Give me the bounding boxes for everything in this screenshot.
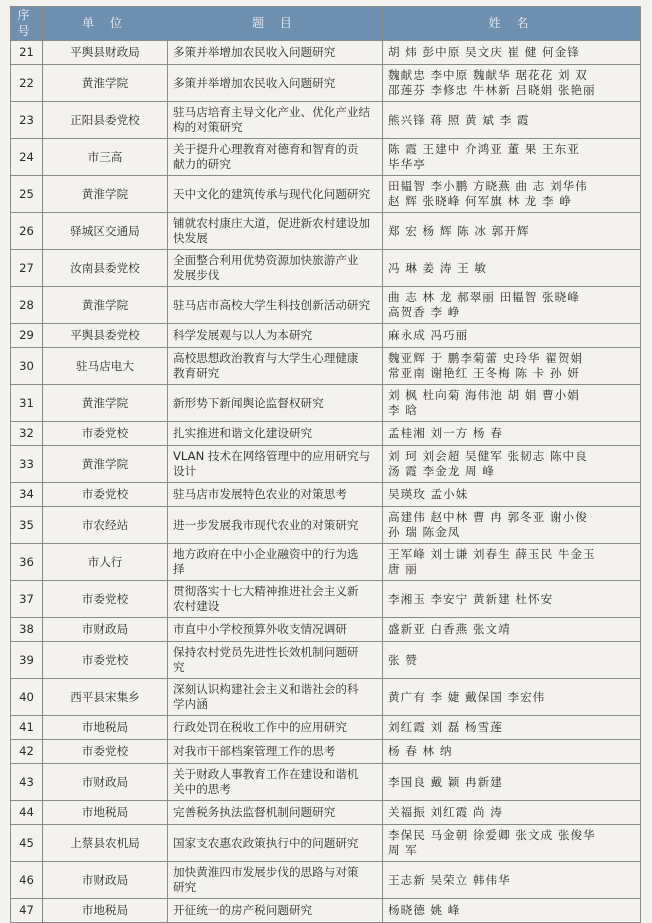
names-line: 陈 霞 王建中 介鸿亚 董 果 王东亚 [388, 142, 580, 157]
row-number: 21 [11, 41, 43, 65]
row-unit: 平舆县财政局 [43, 41, 168, 65]
row-number: 40 [11, 679, 43, 716]
table-row [11, 385, 641, 422]
row-names [383, 618, 641, 642]
topic-line: 多策并举增加农民收入问题研究 [173, 45, 336, 60]
row-topic [168, 41, 383, 65]
topic-line: 铺就农村康庄大道，促进新农村建设加 [173, 216, 371, 231]
header-names: 姓 名 [383, 7, 641, 41]
header-row [11, 7, 641, 41]
topic-line: 高校思想政治教育与大学生心理健康 [173, 351, 359, 366]
table-row [11, 801, 641, 825]
topic-line: VLAN 技术在网络管理中的应用研究与 [173, 449, 371, 464]
names-line: 高贺香 李 峥 [388, 305, 461, 320]
row-topic [168, 618, 383, 642]
row-number: 27 [11, 250, 43, 287]
row-topic [168, 483, 383, 507]
row-number: 38 [11, 618, 43, 642]
row-topic [168, 250, 383, 287]
row-names [383, 507, 641, 544]
row-names [383, 65, 641, 102]
row-topic [168, 102, 383, 139]
row-topic [168, 287, 383, 324]
row-number: 30 [11, 348, 43, 385]
row-unit: 市委党校 [43, 422, 168, 446]
table-row [11, 581, 641, 618]
names-line: 黄广有 李 婕 戴保国 李宏伟 [388, 689, 546, 704]
row-topic [168, 862, 383, 899]
research-topics-table [10, 6, 641, 923]
row-names [383, 250, 641, 287]
row-number: 46 [11, 862, 43, 899]
table-row [11, 825, 641, 862]
topic-line: 深刻认识构建社会主义和谐社会的科 [173, 682, 359, 697]
topic-line: 完善税务执法监督机制问题研究 [173, 805, 336, 820]
row-number: 29 [11, 324, 43, 348]
row-unit: 黄淮学院 [43, 176, 168, 213]
topic-line: 国家支农惠农政策执行中的问题研究 [173, 835, 359, 850]
row-unit: 黄淮学院 [43, 65, 168, 102]
row-unit: 正阳县委党校 [43, 102, 168, 139]
names-line: 杨 春 林 纳 [388, 744, 453, 759]
row-number: 36 [11, 544, 43, 581]
row-topic [168, 348, 383, 385]
row-number: 41 [11, 716, 43, 740]
row-unit: 西平县宋集乡 [43, 679, 168, 716]
names-line: 王军峰 刘士谦 刘春生 薛玉民 牛金玉 [388, 547, 596, 562]
table-row [11, 764, 641, 801]
row-names [383, 139, 641, 176]
table-row [11, 324, 641, 348]
names-line: 杨晓德 姚 峰 [388, 903, 461, 918]
topic-line: 农村建设 [173, 599, 220, 614]
row-unit: 平舆县委党校 [43, 324, 168, 348]
names-line: 邵莲芬 李修忠 牛林新 吕晓娟 张艳丽 [388, 83, 596, 98]
topic-line: 关于财政人事教育工作在建设和谐机 [173, 767, 359, 782]
row-number: 24 [11, 139, 43, 176]
names-line: 常亚南 谢艳红 王冬梅 陈 卡 孙 妍 [388, 366, 580, 381]
names-line: 毕华亭 [388, 157, 426, 172]
names-line: 刘红霞 刘 磊 杨雪莲 [388, 720, 503, 735]
row-names [383, 385, 641, 422]
table-row [11, 250, 641, 287]
row-unit: 市地税局 [43, 899, 168, 923]
row-unit: 黄淮学院 [43, 287, 168, 324]
row-names [383, 740, 641, 764]
row-unit: 市委党校 [43, 483, 168, 507]
row-names [383, 102, 641, 139]
row-topic [168, 324, 383, 348]
row-unit: 市财政局 [43, 764, 168, 801]
table-row [11, 679, 641, 716]
table-row [11, 422, 641, 446]
row-topic [168, 422, 383, 446]
row-topic [168, 446, 383, 483]
row-names [383, 213, 641, 250]
names-line: 麻永成 冯巧丽 [388, 328, 469, 343]
names-line: 吴瑛玫 孟小妹 [388, 487, 469, 502]
row-names [383, 324, 641, 348]
row-topic [168, 825, 383, 862]
row-unit: 黄淮学院 [43, 446, 168, 483]
topic-line: 市直中小学校预算外收支情况调研 [173, 622, 347, 637]
row-names [383, 422, 641, 446]
row-names [383, 348, 641, 385]
table-row [11, 544, 641, 581]
row-unit: 黄淮学院 [43, 385, 168, 422]
topic-line: 保持农村党员先进性长效机制问题研 [173, 645, 359, 660]
row-number: 45 [11, 825, 43, 862]
names-line: 关福振 刘红霞 尚 涛 [388, 805, 503, 820]
row-number: 34 [11, 483, 43, 507]
row-number: 37 [11, 581, 43, 618]
topic-line: 科学发展观与以人为本研究 [173, 328, 313, 343]
topic-line: 新形势下新闻舆论监督权研究 [173, 395, 324, 410]
table-row [11, 862, 641, 899]
row-topic [168, 544, 383, 581]
topic-line: 献力的研究 [173, 157, 231, 172]
names-line: 刘 珂 刘会超 吴健军 张韧志 陈中良 [388, 449, 588, 464]
row-topic [168, 801, 383, 825]
names-line: 冯 琳 姜 涛 王 敏 [388, 260, 487, 275]
row-number: 39 [11, 642, 43, 679]
row-topic [168, 176, 383, 213]
row-names [383, 176, 641, 213]
topic-line: 多策并举增加农民收入问题研究 [173, 75, 336, 90]
row-names [383, 642, 641, 679]
topic-line: 全面整合利用优势资源加快旅游产业 [173, 253, 359, 268]
row-names [383, 764, 641, 801]
topic-line: 快发展 [173, 231, 208, 246]
row-names [383, 825, 641, 862]
row-number: 25 [11, 176, 43, 213]
names-line: 王志新 吴荣立 韩伟华 [388, 872, 511, 887]
topic-line: 开征统一的房产税问题研究 [173, 903, 313, 918]
row-names [383, 716, 641, 740]
row-unit: 市委党校 [43, 642, 168, 679]
table-row [11, 102, 641, 139]
table-row [11, 41, 641, 65]
row-topic [168, 679, 383, 716]
table-row [11, 139, 641, 176]
row-number: 35 [11, 507, 43, 544]
row-names [383, 679, 641, 716]
names-line: 刘 枫 杜向菊 海伟池 胡 娟 曹小娟 [388, 388, 580, 403]
names-line: 曲 志 林 龙 郝翠丽 田韫智 张晓峰 [388, 290, 580, 305]
topic-line: 学内涵 [173, 697, 208, 712]
row-names [383, 862, 641, 899]
row-topic [168, 581, 383, 618]
names-line: 高建伟 赵中林 曹 冉 郭冬亚 谢小俊 [388, 510, 588, 525]
names-line: 田韫智 李小鹏 方晓燕 曲 志 刘华伟 [388, 179, 588, 194]
names-line: 李 晗 [388, 403, 418, 418]
topic-line: 设计 [173, 464, 197, 479]
row-names [383, 287, 641, 324]
topic-line: 教育研究 [173, 366, 220, 381]
row-names [383, 581, 641, 618]
names-line: 李国良 戴 颖 冉新建 [388, 774, 503, 789]
names-line: 唐 丽 [388, 562, 418, 577]
names-line: 周 军 [388, 843, 418, 858]
row-topic [168, 642, 383, 679]
row-topic [168, 385, 383, 422]
table-row [11, 176, 641, 213]
topic-line: 地方政府在中小企业融资中的行为选 [173, 547, 359, 562]
row-topic [168, 740, 383, 764]
row-names [383, 544, 641, 581]
topic-line: 对我市干部档案管理工作的思考 [173, 744, 336, 759]
row-number: 43 [11, 764, 43, 801]
topic-line: 发展步伐 [173, 268, 220, 283]
row-unit: 汝南县委党校 [43, 250, 168, 287]
row-topic [168, 716, 383, 740]
row-unit: 市地税局 [43, 716, 168, 740]
row-unit: 上蔡县农机局 [43, 825, 168, 862]
row-names [383, 801, 641, 825]
table-row [11, 213, 641, 250]
topic-line: 关于提升心理教育对德育和智育的贡 [173, 142, 359, 157]
names-line: 张 赞 [388, 652, 418, 667]
row-number: 42 [11, 740, 43, 764]
row-number: 47 [11, 899, 43, 923]
row-unit: 驿城区交通局 [43, 213, 168, 250]
topic-line: 扎实推进和谐文化建设研究 [173, 426, 313, 441]
row-number: 33 [11, 446, 43, 483]
names-line: 盛新亚 白香燕 张文靖 [388, 622, 511, 637]
topic-line: 关中的思考 [173, 782, 231, 797]
names-line: 李湘玉 李安宁 黄新建 杜怀安 [388, 591, 554, 606]
names-line: 郑 宏 杨 辉 陈 冰 郭开辉 [388, 223, 530, 238]
row-topic [168, 139, 383, 176]
table-row [11, 287, 641, 324]
row-topic [168, 65, 383, 102]
topic-line: 构的对策研究 [173, 120, 243, 135]
topic-line: 究 [173, 660, 185, 675]
row-number: 31 [11, 385, 43, 422]
row-unit: 市三高 [43, 139, 168, 176]
row-unit: 市委党校 [43, 740, 168, 764]
table-row [11, 618, 641, 642]
header-topic: 题 目 [168, 7, 383, 41]
topic-line: 进一步发展我市现代农业的对策研究 [173, 517, 359, 532]
table-row [11, 507, 641, 544]
table-row [11, 65, 641, 102]
names-line: 李保民 马金朝 徐爱卿 张文成 张俊华 [388, 828, 596, 843]
topic-line: 驻马店市高校大学生科技创新活动研究 [173, 297, 371, 312]
names-line: 孙 瑞 陈金凤 [388, 525, 461, 540]
row-names [383, 446, 641, 483]
names-line: 胡 炜 彭中原 吴文庆 崔 健 何金锋 [388, 45, 580, 60]
names-line: 孟桂湘 刘一方 杨 春 [388, 426, 503, 441]
topic-line: 研究 [173, 880, 197, 895]
row-unit: 市委党校 [43, 581, 168, 618]
topic-line: 行政处罚在税收工作中的应用研究 [173, 720, 347, 735]
row-number: 32 [11, 422, 43, 446]
names-line: 魏献忠 李中原 魏献华 琚花花 刘 双 [388, 68, 588, 83]
table-row [11, 740, 641, 764]
row-unit: 市地税局 [43, 801, 168, 825]
row-names [383, 483, 641, 507]
row-unit: 市财政局 [43, 618, 168, 642]
names-line: 汤 霞 李金龙 周 峰 [388, 464, 495, 479]
topic-line: 贯彻落实十七大精神推进社会主义新 [173, 584, 359, 599]
header-no: 序 号 [11, 7, 43, 41]
names-line: 熊兴锋 蒋 照 黄 斌 李 霞 [388, 112, 530, 127]
table-row [11, 483, 641, 507]
topic-line: 驻马店市发展特色农业的对策思考 [173, 487, 347, 502]
row-topic [168, 764, 383, 801]
row-number: 26 [11, 213, 43, 250]
row-number: 23 [11, 102, 43, 139]
names-line: 魏亚辉 于 鹏李菊蕾 史玲华 翟贺娟 [388, 351, 584, 366]
row-number: 44 [11, 801, 43, 825]
topic-line: 天中文化的建筑传承与现代化问题研究 [173, 186, 371, 201]
row-unit: 市人行 [43, 544, 168, 581]
table-row [11, 716, 641, 740]
row-unit: 市财政局 [43, 862, 168, 899]
row-topic [168, 213, 383, 250]
table-row [11, 446, 641, 483]
row-topic [168, 507, 383, 544]
row-unit: 市农经站 [43, 507, 168, 544]
row-number: 22 [11, 65, 43, 102]
header-unit: 单 位 [43, 7, 168, 41]
row-unit: 驻马店电大 [43, 348, 168, 385]
row-number: 28 [11, 287, 43, 324]
topic-line: 加快黄淮四市发展步伐的思路与对策 [173, 865, 359, 880]
row-names [383, 41, 641, 65]
topic-line: 择 [173, 562, 185, 577]
table-row [11, 348, 641, 385]
names-line: 赵 辉 张晓峰 何军旗 林 龙 李 峥 [388, 194, 572, 209]
table-row [11, 642, 641, 679]
topic-line: 驻马店培育主导文化产业、优化产业结 [173, 105, 371, 120]
